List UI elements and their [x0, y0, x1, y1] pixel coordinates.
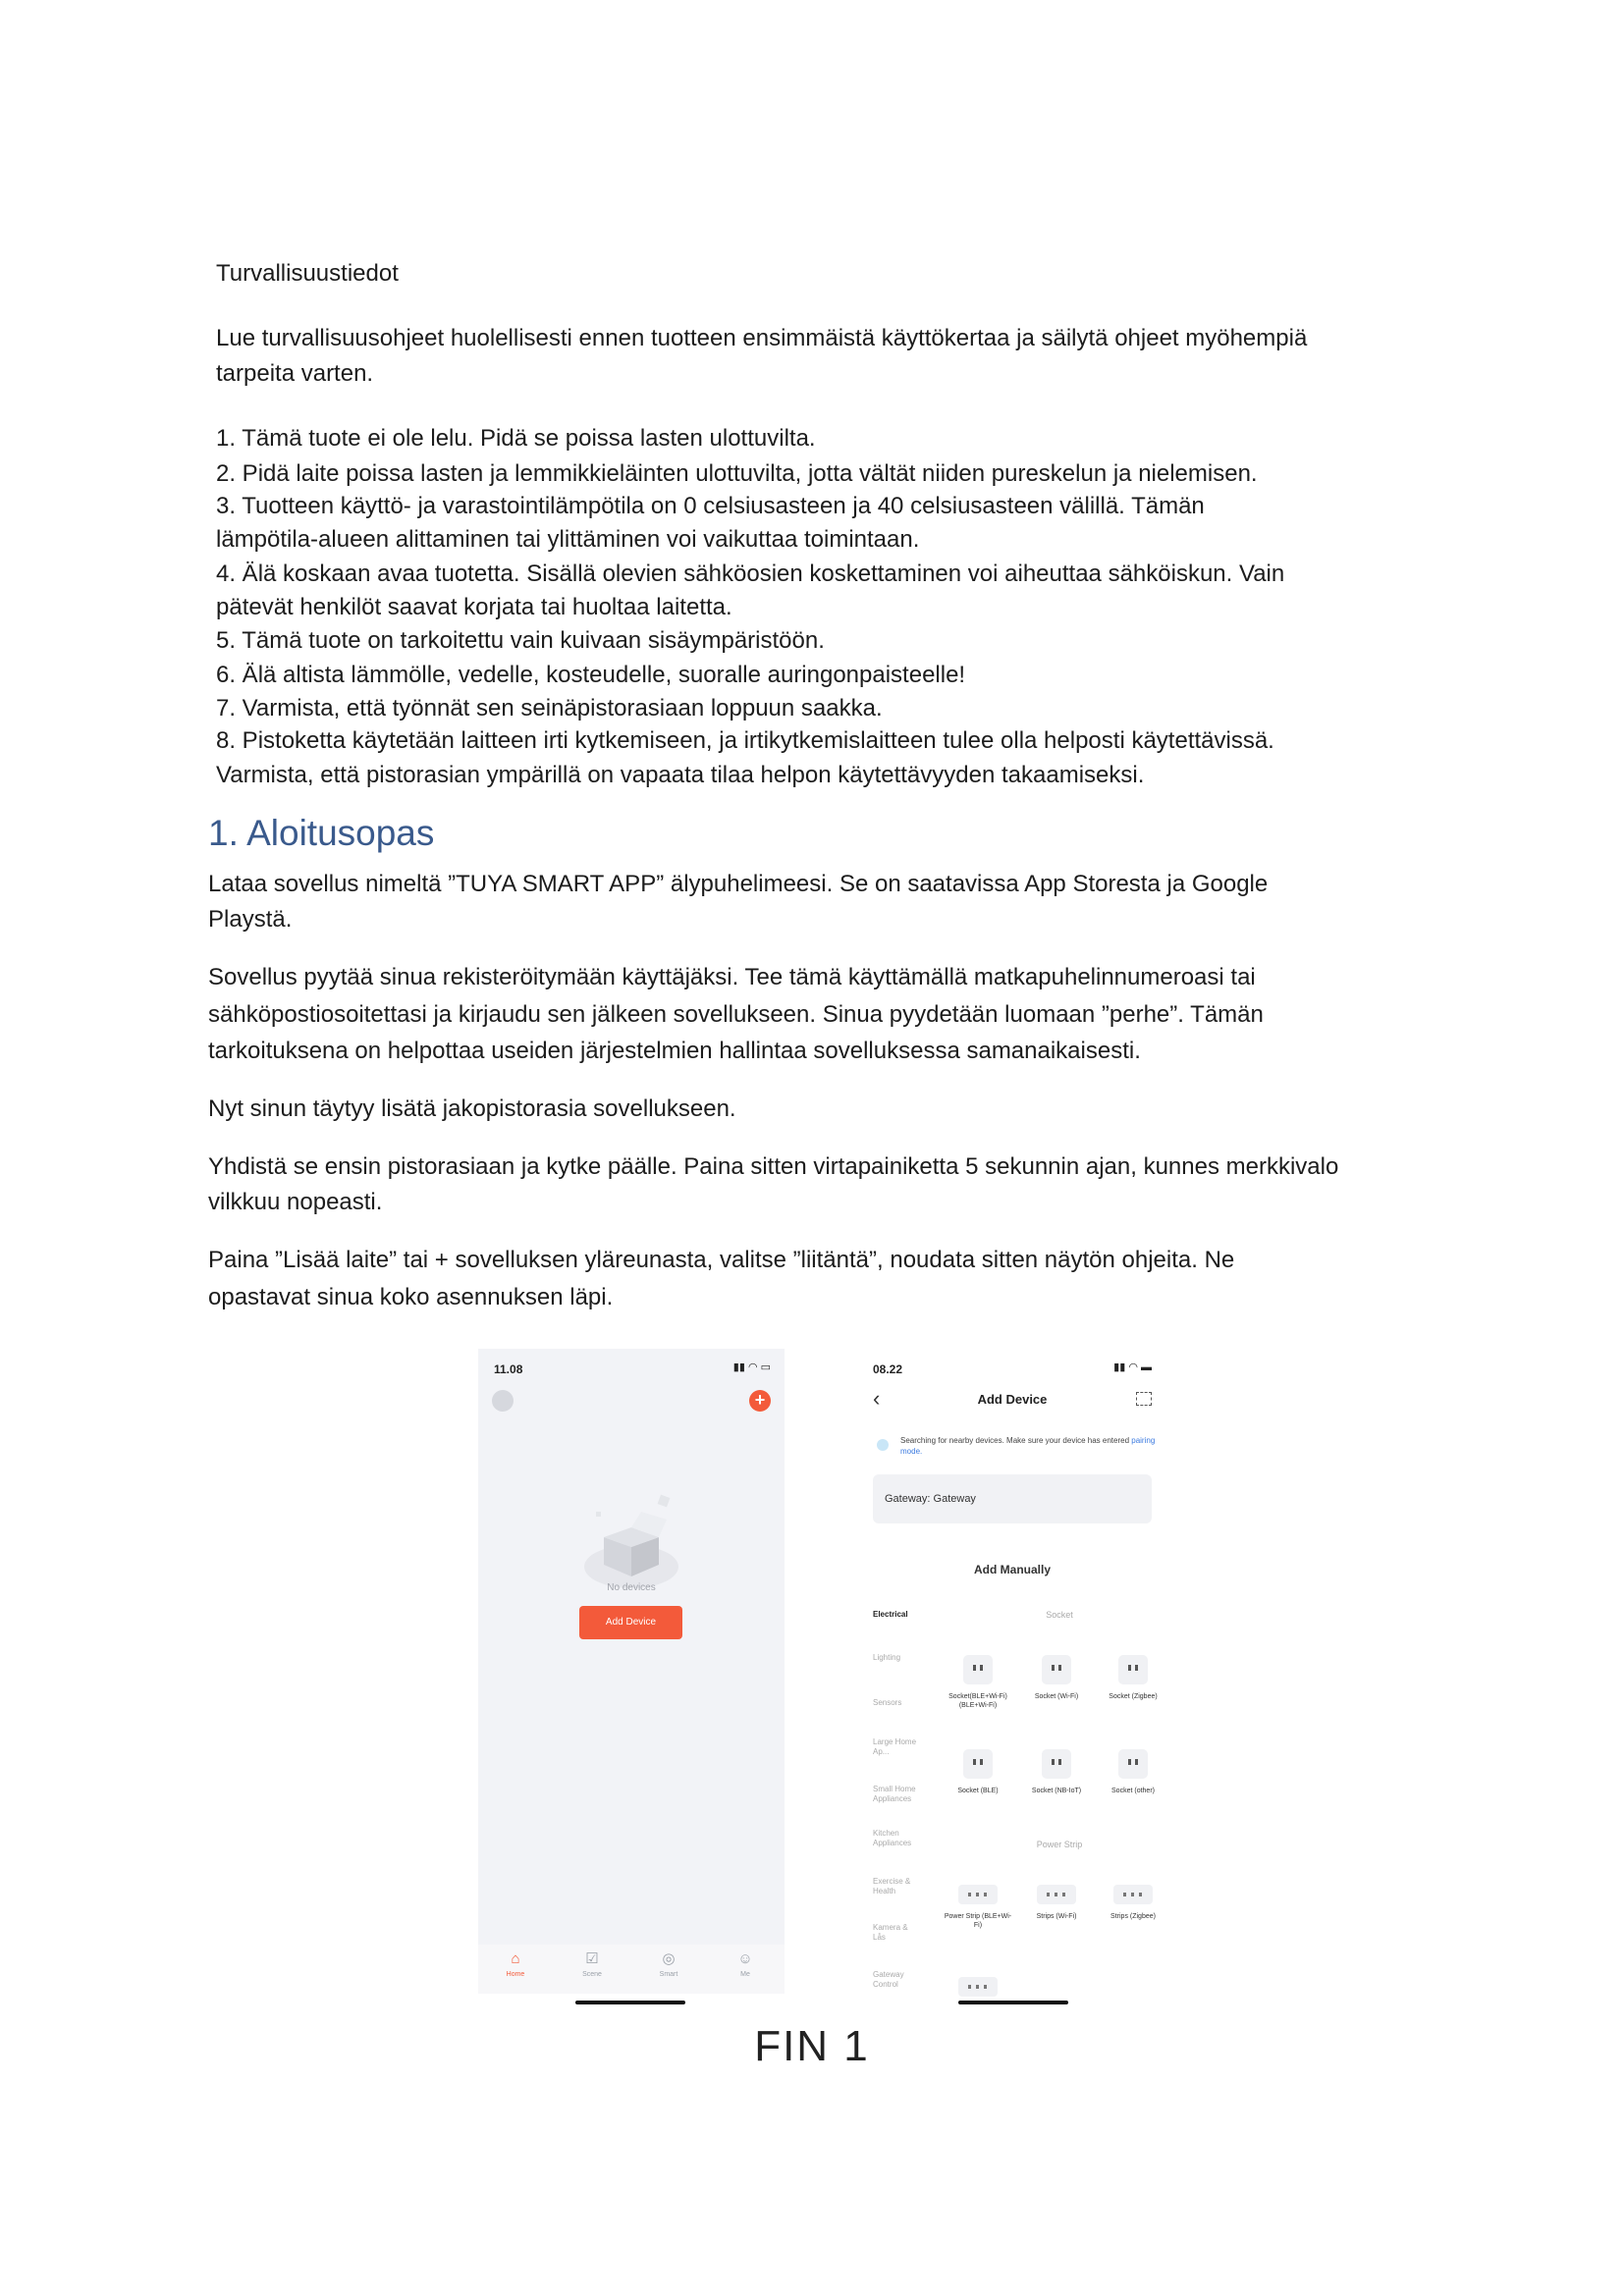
safety-item-line: 4. Älä koskaan avaa tuotetta. Sisällä olevien sähköosien koskettaminen voi aiheuttaa sähköiskun. Vain	[216, 561, 1285, 587]
add-manually-heading: Add Manually	[973, 1563, 1051, 1576]
safety-item-line: Varmista, että pistorasian ympärillä on vapaata tilaa helpon käytettävyyden takaamiseksi.	[216, 762, 1145, 788]
safety-title: Turvallisuustiedot	[216, 260, 399, 287]
checkbox-icon: ☑	[585, 1950, 599, 1967]
power-strip-icon	[1037, 1885, 1076, 1904]
avatar[interactable]	[492, 1390, 514, 1412]
device-strips-zigbee[interactable]: Strips (Zigbee)	[1099, 1885, 1165, 1921]
safety-item-line: 8. Pistoketta käytetään laitteen irti kytkemiseen, ja irtikytkemislaitteen tulee olla helposti käytettävissä.	[216, 727, 1274, 754]
add-device-button[interactable]: Add Device	[579, 1606, 682, 1639]
safety-item-line: 6. Älä altista lämmölle, vedelle, kosteudelle, suoralle auringonpaisteelle!	[216, 662, 966, 688]
page-title: Add Device	[977, 1392, 1048, 1407]
phone-screenshot-home	[478, 1349, 785, 1994]
category-kitchen[interactable]: Kitchen Appliances	[873, 1829, 912, 1847]
safety-item-line: 5. Tämä tuote on tarkoitettu vain kuivaan sisäympäristöön.	[216, 627, 825, 654]
socket-icon	[1118, 1749, 1148, 1779]
safety-item-line: 1. Tämä tuote ei ole lelu. Pidä se poissa lasten ulottuvilta.	[216, 425, 816, 452]
section-label-power-strip: Power Strip	[1036, 1840, 1083, 1849]
section-heading: 1. Aloitusopas	[208, 813, 435, 853]
guide-line: opastavat sinua koko asennuksen läpi.	[208, 1284, 614, 1310]
guide-line: Yhdistä se ensin pistorasiaan ja kytke päälle. Paina sitten virtapainiketta 5 sekunnin ajan, kunnes merkkivalo	[208, 1153, 1339, 1180]
device-strips-wifi[interactable]: Strips (Wi-Fi)	[1022, 1885, 1091, 1921]
device-power-strip-ble-wifi[interactable]: Power Strip (BLE+Wi-Fi)	[944, 1885, 1012, 1930]
category-small-home[interactable]: Small Home Appliances	[873, 1785, 916, 1803]
guide-line: Playstä.	[208, 906, 293, 933]
status-icons: ▮▮ ◠ ▬	[1113, 1362, 1152, 1373]
socket-icon	[963, 1655, 993, 1684]
category-large-home[interactable]: Large Home Ap...	[873, 1737, 917, 1756]
device-socket-wifi[interactable]: Socket (Wi-Fi)	[1022, 1655, 1091, 1701]
device-socket-nb-iot[interactable]: Socket (NB-IoT)	[1022, 1749, 1091, 1795]
device-socket-ble[interactable]: Socket (BLE)	[944, 1749, 1012, 1795]
device-socket-zigbee[interactable]: Socket (Zigbee)	[1099, 1655, 1165, 1701]
tab-scene[interactable]: ☑ Scene	[582, 1950, 602, 1978]
category-sensors[interactable]: Sensors	[873, 1698, 902, 1707]
guide-line: sähköpostiosoitettasi ja kirjaudu sen jälkeen sovellukseen. Sinua pyydetään luomaan ”perhe”. Tämän	[208, 1001, 1264, 1028]
category-gateway[interactable]: Gateway Control	[873, 1970, 904, 1989]
home-indicator	[958, 2001, 1068, 2004]
safety-intro-line: Lue turvallisuusohjeet huolellisesti ennen tuotteen ensimmäistä käyttökertaa ja säilytä ohjeet myöhempiä	[216, 325, 1308, 351]
device-socket-other[interactable]: Socket (other)	[1099, 1749, 1165, 1795]
page-number: FIN 1	[754, 2022, 870, 2070]
device-strip-partial[interactable]	[944, 1977, 1012, 2002]
category-lighting[interactable]: Lighting	[873, 1653, 901, 1662]
safety-intro-line: tarpeita varten.	[216, 360, 374, 387]
tab-home[interactable]: ⌂ Home	[506, 1950, 525, 1978]
pairing-mode-link[interactable]: pairing mode.	[900, 1436, 1156, 1456]
power-strip-icon	[1113, 1885, 1153, 1904]
status-time: 11.08	[494, 1362, 523, 1376]
add-icon[interactable]: +	[749, 1390, 771, 1412]
tab-me[interactable]: ☺ Me	[737, 1950, 753, 1978]
empty-box-icon	[576, 1486, 686, 1594]
home-indicator	[575, 2001, 685, 2004]
safety-item-line: pätevät henkilöt saavat korjata tai huoltaa laitetta.	[216, 594, 732, 620]
safety-item-line: 3. Tuotteen käyttö- ja varastointilämpötila on 0 celsiusasteen ja 40 celsiusasteen välillä. Tämän	[216, 493, 1205, 519]
guide-line: Lataa sovellus nimeltä ”TUYA SMART APP” älypuhelimeesi. Se on saatavissa App Storesta ja Google	[208, 871, 1269, 897]
socket-icon	[1118, 1655, 1148, 1684]
category-exercise[interactable]: Exercise & Health	[873, 1877, 911, 1896]
power-strip-icon	[958, 1885, 998, 1904]
tab-smart[interactable]: ◎ Smart	[659, 1950, 678, 1978]
section-label-socket: Socket	[1046, 1610, 1073, 1620]
status-time: 08.22	[873, 1362, 903, 1376]
safety-item-line: 2. Pidä laite poissa lasten ja lemmikkieläinten ulottuvilta, jotta vältät niiden pureskelun ja nielemisen.	[216, 460, 1258, 487]
scan-icon[interactable]	[1136, 1392, 1152, 1406]
device-socket-ble-wifi[interactable]: Socket(BLE+Wi-Fi) (BLE+Wi-Fi)	[944, 1655, 1012, 1710]
socket-icon	[963, 1749, 993, 1779]
home-icon: ⌂	[511, 1950, 520, 1967]
phone-screenshot-add-device	[859, 1349, 1165, 2002]
back-icon[interactable]: ‹	[873, 1386, 881, 1411]
guide-line: Sovellus pyytää sinua rekisteröitymään käyttäjäksi. Tee tämä käyttämällä matkapuhelinnumeroasi tai	[208, 964, 1256, 990]
power-strip-icon	[958, 1977, 998, 1997]
guide-line: Nyt sinun täytyy lisätä jakopistorasia sovellukseen.	[208, 1095, 736, 1122]
safety-item-line: 7. Varmista, että työnnät sen seinäpistorasiaan loppuun saakka.	[216, 695, 883, 721]
category-camera[interactable]: Kamera & Lås	[873, 1923, 908, 1942]
category-electrical[interactable]: Electrical	[873, 1610, 908, 1619]
smart-icon: ◎	[662, 1950, 676, 1967]
searching-text: Searching for nearby devices. Make sure your device has entered pairing mode.	[900, 1436, 1156, 1456]
socket-icon	[1042, 1749, 1071, 1779]
safety-item-line: lämpötila-alueen alittaminen tai ylittäminen voi vaikuttaa toimintaan.	[216, 526, 920, 553]
guide-line: tarkoituksena on helpottaa useiden järjestelmien hallintaa sovelluksessa samanaikaisesti.	[208, 1038, 1141, 1064]
user-icon: ☺	[737, 1950, 753, 1967]
guide-line: vilkkuu nopeasti.	[208, 1189, 383, 1215]
searching-indicator-icon	[877, 1439, 889, 1451]
socket-icon	[1042, 1655, 1071, 1684]
gateway-card[interactable]: Gateway: Gateway	[873, 1474, 1152, 1523]
status-icons: ▮▮ ◠ ▭	[732, 1362, 771, 1373]
tab-bar	[478, 1945, 785, 1994]
guide-line: Paina ”Lisää laite” tai + sovelluksen yläreunasta, valitse ”liitäntä”, noudata sitten näytön ohjeita. Ne	[208, 1247, 1235, 1273]
empty-state-text: No devices	[607, 1582, 656, 1593]
